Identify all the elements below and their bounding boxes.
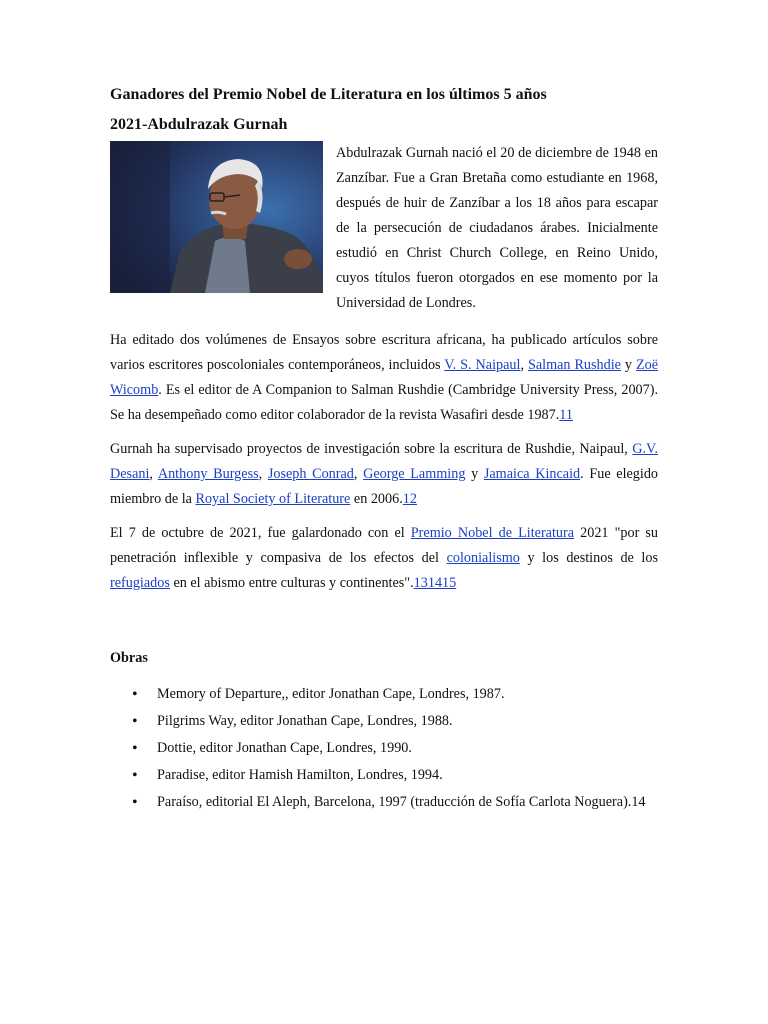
- reference-link[interactable]: 11: [559, 407, 573, 423]
- link-nobel-prize[interactable]: Premio Nobel de Literatura: [410, 525, 575, 541]
- paragraph-research: [110, 437, 658, 512]
- list-item: • Paraíso, editorial El Aleph, Barcelona, 1997 (traducción de Sofía Carlota Noguera).14: [110, 790, 658, 815]
- paragraph-text: ,: [258, 466, 268, 482]
- link-kincaid[interactable]: Jamaica Kincaid: [483, 466, 581, 482]
- reference-link[interactable]: 12: [402, 491, 417, 507]
- paragraph-text: ,: [149, 466, 158, 482]
- link-burgess[interactable]: Anthony Burgess: [157, 466, 259, 482]
- paragraph-text: El 7 de octubre de 2021, fue galardonado con el: [110, 525, 411, 541]
- paragraph-nobel: [110, 521, 658, 596]
- paragraph-text: 2021 "por su penetración inflexible y compasiva de los efectos del: [110, 525, 659, 566]
- author-photo: [110, 141, 323, 293]
- paragraph-text: y: [620, 357, 636, 373]
- list-item: • Pilgrims Way, editor Jonathan Cape, Londres, 1988.: [110, 709, 658, 734]
- paragraph-text: . Fue elegido miembro de la: [110, 466, 659, 507]
- reference-link[interactable]: 131415: [413, 575, 457, 591]
- link-royal-society[interactable]: Royal Society of Literature: [195, 491, 351, 507]
- paragraph-text: y: [465, 466, 484, 482]
- document-page: [110, 85, 658, 817]
- works-list: [110, 682, 658, 815]
- paragraph-text: . Es el editor de A Companion to Salman Rushdie (Cambridge University Press, 2007). Se ha desempeñado como editor colaborador de la revista Wasafiri desde 1987.: [110, 382, 658, 423]
- link-lamming[interactable]: George Lamming: [363, 466, 466, 482]
- paragraph-text: Gurnah ha supervisado proyectos de investigación sobre la escritura de Rushdie, Naipaul,: [110, 441, 633, 457]
- link-desani[interactable]: G.V. Desani: [110, 441, 658, 482]
- document-title: Ganadores del Premio Nobel de Literatura en los últimos 5 años: [110, 86, 547, 103]
- link-rushdie[interactable]: Salman Rushdie: [527, 357, 621, 373]
- link-colonialismo[interactable]: colonialismo: [446, 550, 520, 566]
- bio-section: [110, 141, 658, 328]
- paragraph-text: Ha editado dos volúmenes de Ensayos sobre escritura africana, ha publicado artículos sobre varios escritores poscoloniales contemporáneos, incluidos: [110, 332, 658, 373]
- link-naipaul[interactable]: V. S. Naipaul: [444, 357, 521, 373]
- section-title: 2021-Abdulrazak Gurnah: [110, 116, 288, 133]
- link-conrad[interactable]: Joseph Conrad: [267, 466, 354, 482]
- paragraph-essays: [110, 328, 658, 428]
- bio-paragraph: Abdulrazak Gurnah nació el 20 de diciembre de 1948 en Zanzíbar. Fue a Gran Bretaña como estudiante en 1968, después de huir de Zanzíbar a los 18 años para escapar de la persecución de ciudadanos árabes. Inicialmente estudió en Christ Church College, en Reino Unido, cuyos títulos fueron otorgados en ese momento por la Universidad de Londres.: [336, 145, 658, 311]
- paragraph-text: en 2006.: [350, 491, 403, 507]
- paragraph-text: en el abismo entre culturas y continentes".: [169, 575, 414, 591]
- paragraph-text: y los destinos de los: [519, 550, 658, 566]
- paragraph-text: ,: [520, 357, 528, 373]
- link-refugiados[interactable]: refugiados: [110, 575, 170, 591]
- link-wicomb[interactable]: Zoë Wicomb: [110, 357, 659, 398]
- list-item: • Paradise, editor Hamish Hamilton, Londres, 1994.: [110, 763, 658, 788]
- paragraph-text: ,: [353, 466, 364, 482]
- list-item: • Dottie, editor Jonathan Cape, Londres, 1990.: [110, 736, 658, 761]
- works-heading: Obras: [110, 650, 148, 666]
- list-item: • Memory of Departure,, editor Jonathan Cape, Londres, 1987.: [110, 682, 658, 707]
